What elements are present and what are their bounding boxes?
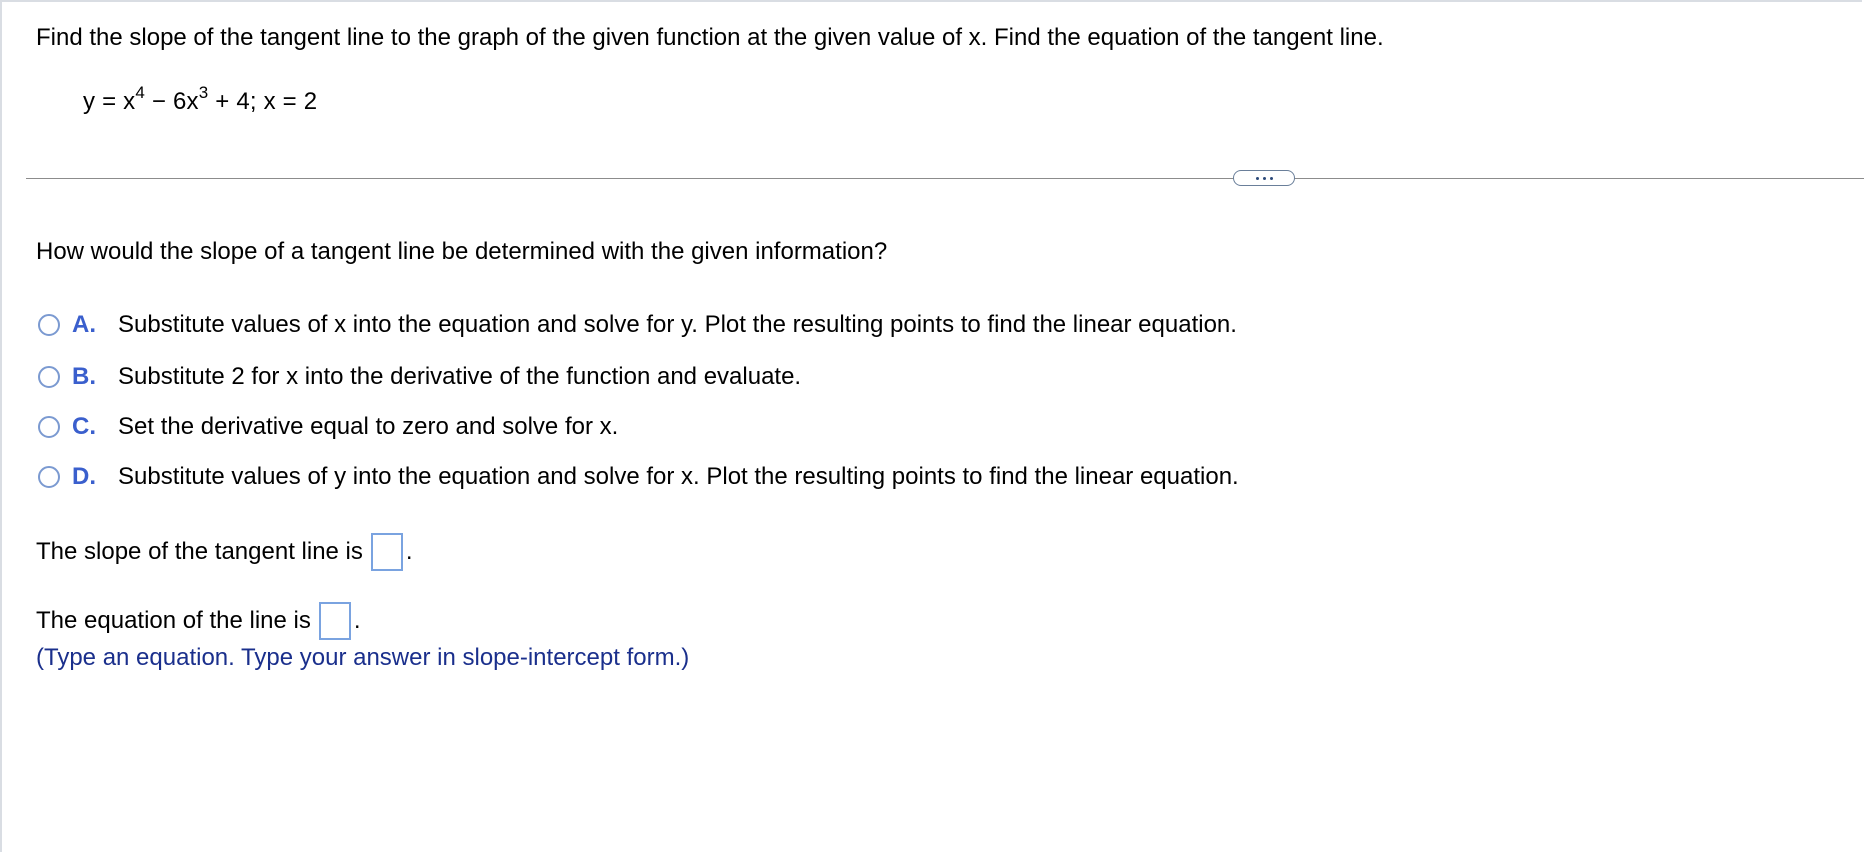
problem-equation (83, 83, 318, 116)
option-d[interactable] (38, 462, 1239, 492)
equation-input[interactable] (319, 602, 351, 640)
equation-exponent-4: 4 (135, 83, 146, 102)
slope-label: The slope of the tangent line is (36, 538, 363, 565)
radio-button-c[interactable] (38, 416, 60, 438)
equation-exponent-3: 3 (198, 83, 209, 102)
radio-button-a[interactable] (38, 314, 60, 336)
option-text: Substitute 2 for x into the derivative of the function and evaluate. (118, 363, 802, 390)
slope-input[interactable] (371, 533, 403, 571)
radio-button-b[interactable] (38, 366, 60, 388)
answer-format-hint: (Type an equation. Type your answer in slope-intercept form.) (36, 644, 690, 671)
equation-period: . (353, 607, 361, 634)
equation-label: The equation of the line is (36, 607, 311, 634)
ellipsis-icon (1256, 177, 1273, 180)
equation-answer-line (36, 602, 361, 640)
problem-prompt: Find the slope of the tangent line to the graph of the given function at the given value of x. Find the equation of the tangent line. (36, 24, 1384, 51)
question-text: How would the slope of a tangent line be determined with the given information? (36, 238, 888, 265)
section-divider (26, 178, 1864, 179)
option-text: Substitute values of y into the equation and solve for x. Plot the resulting points to find the linear equation. (118, 463, 1239, 490)
option-a[interactable] (38, 310, 1237, 340)
option-letter: D. (72, 463, 96, 490)
radio-button-d[interactable] (38, 466, 60, 488)
option-letter: B. (72, 363, 96, 390)
equation-middle: − 6x (145, 88, 199, 115)
expand-more-button[interactable] (1233, 170, 1295, 186)
slope-answer-line (36, 533, 413, 571)
option-letter: A. (72, 311, 96, 338)
option-letter: C. (72, 413, 96, 440)
option-b[interactable] (38, 362, 801, 392)
option-text: Set the derivative equal to zero and solve for x. (118, 413, 619, 440)
slope-period: . (405, 538, 413, 565)
option-c[interactable] (38, 412, 618, 442)
equation-rhs: + 4; x = 2 (208, 88, 318, 115)
equation-lhs: y = x (83, 88, 136, 115)
option-text: Substitute values of x into the equation and solve for y. Plot the resulting points to find the linear equation. (118, 311, 1237, 338)
